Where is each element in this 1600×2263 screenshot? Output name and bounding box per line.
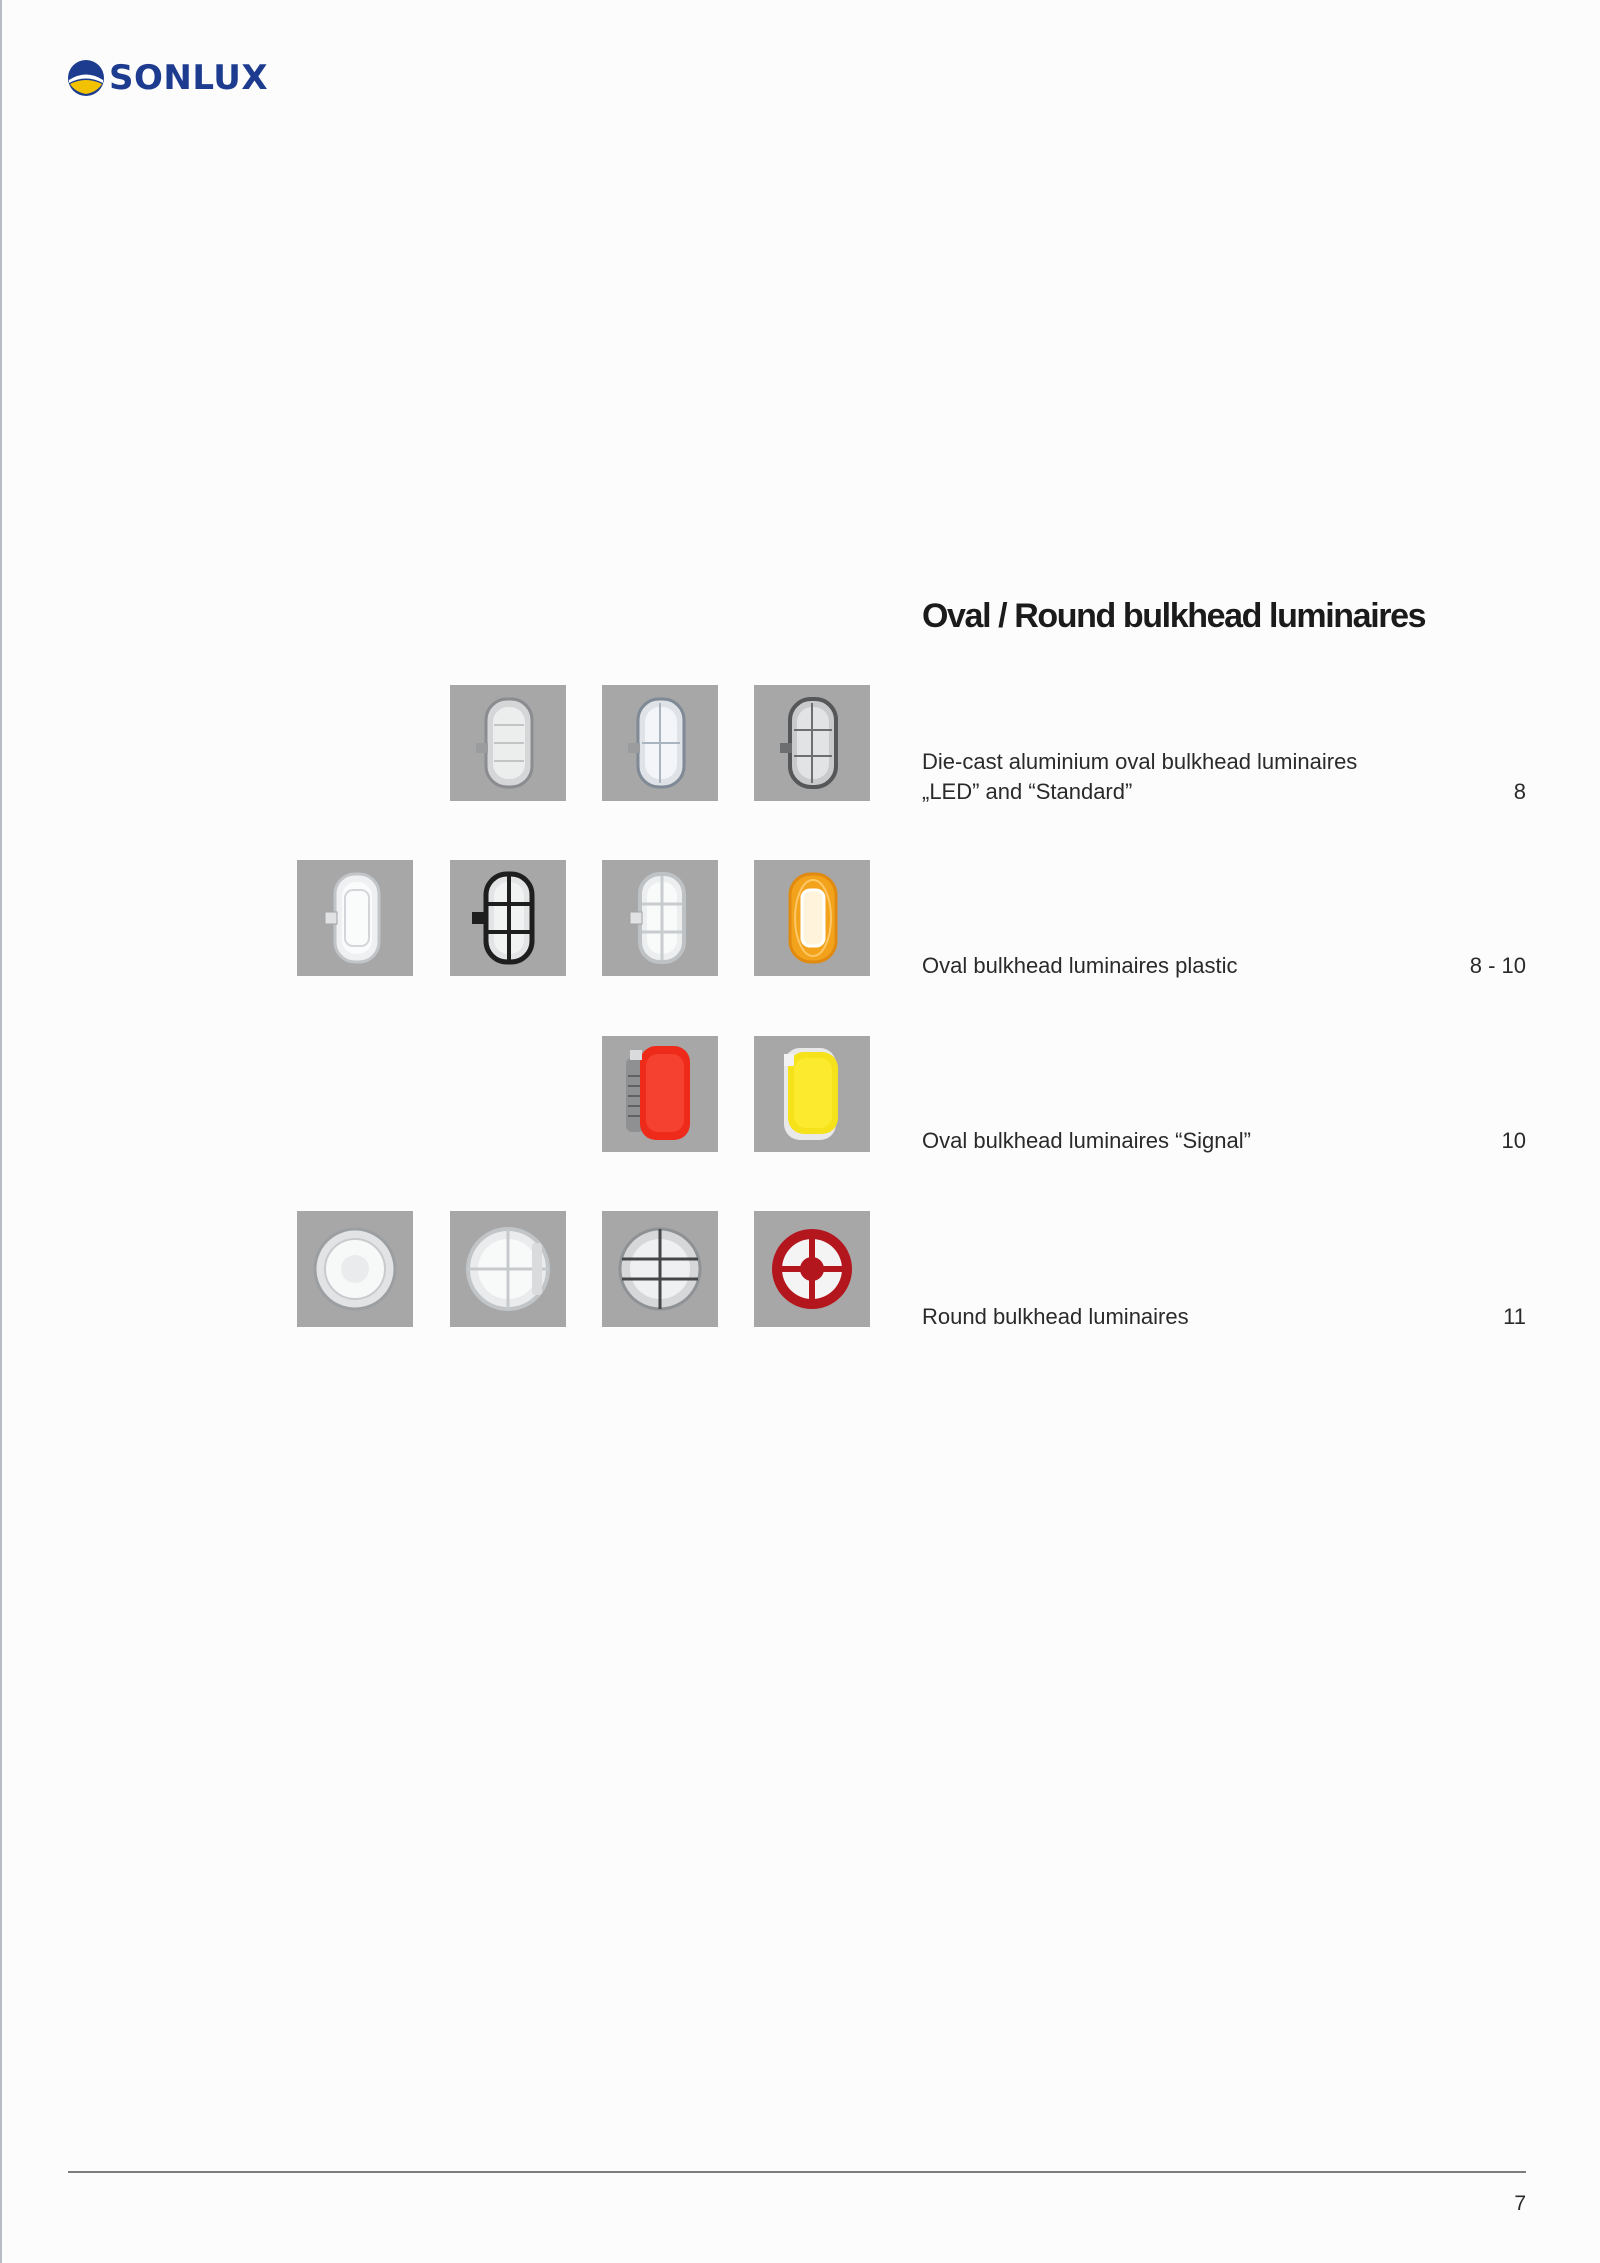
index-entry-plastic[interactable] bbox=[922, 951, 1526, 981]
entry-label-line2: „LED” and “Standard” bbox=[922, 779, 1133, 804]
index-entry-diecast[interactable] bbox=[922, 747, 1526, 807]
round-luminaire-icon bbox=[297, 1211, 413, 1327]
product-thumb-oval-plastic-black-grid[interactable] bbox=[450, 860, 566, 976]
oval-luminaire-icon bbox=[602, 860, 718, 976]
index-entry-signal[interactable] bbox=[922, 1126, 1526, 1156]
product-thumb-round-white-grid[interactable] bbox=[450, 1211, 566, 1327]
product-thumb-oval-diecast-grey[interactable] bbox=[450, 685, 566, 801]
oval-luminaire-icon bbox=[450, 685, 566, 801]
entry-label: Round bulkhead luminaires bbox=[922, 1304, 1189, 1329]
round-luminaire-icon bbox=[602, 1211, 718, 1327]
sonlux-logo bbox=[67, 57, 268, 99]
section-title: Oval / Round bulkhead luminaires bbox=[922, 597, 1426, 635]
product-thumb-oval-plastic-white[interactable] bbox=[297, 860, 413, 976]
entry-page-number: 11 bbox=[1503, 1304, 1526, 1329]
product-thumb-round-clear-grid[interactable] bbox=[602, 1211, 718, 1327]
product-thumb-oval-diecast-dark[interactable] bbox=[754, 685, 870, 801]
product-thumb-oval-signal-yellow[interactable] bbox=[754, 1036, 870, 1152]
page-edge bbox=[0, 0, 2, 2263]
entry-label: Oval bulkhead luminaires “Signal” bbox=[922, 1128, 1251, 1153]
oval-luminaire-icon bbox=[450, 860, 566, 976]
product-thumb-round-white[interactable] bbox=[297, 1211, 413, 1327]
entry-page-number: 8 - 10 bbox=[1469, 953, 1526, 978]
product-thumb-oval-diecast-clear[interactable] bbox=[602, 685, 718, 801]
oval-luminaire-icon bbox=[754, 860, 870, 976]
oval-luminaire-icon bbox=[602, 685, 718, 801]
round-luminaire-icon bbox=[450, 1211, 566, 1327]
page-number: 7 bbox=[1514, 2192, 1526, 2215]
oval-luminaire-icon bbox=[297, 860, 413, 976]
index-entry-round[interactable] bbox=[922, 1302, 1526, 1332]
entry-label: Oval bulkhead luminaires plastic bbox=[922, 953, 1238, 978]
oval-luminaire-icon bbox=[754, 1036, 870, 1152]
sonlux-logo-icon bbox=[67, 59, 105, 97]
entry-page-number: 8 bbox=[1513, 779, 1526, 804]
oval-luminaire-icon bbox=[602, 1036, 718, 1152]
entry-label: Die-cast aluminium oval bulkhead luminaires bbox=[922, 749, 1358, 774]
round-luminaire-icon bbox=[754, 1211, 870, 1327]
product-thumb-oval-signal-red[interactable] bbox=[602, 1036, 718, 1152]
product-thumb-oval-plastic-orange[interactable] bbox=[754, 860, 870, 976]
entry-page-number: 10 bbox=[1501, 1128, 1526, 1153]
oval-luminaire-icon bbox=[754, 685, 870, 801]
product-thumb-round-red[interactable] bbox=[754, 1211, 870, 1327]
brand-name: SONLUX bbox=[109, 58, 269, 98]
footer-divider bbox=[68, 2171, 1526, 2173]
product-thumb-oval-plastic-white-grid[interactable] bbox=[602, 860, 718, 976]
